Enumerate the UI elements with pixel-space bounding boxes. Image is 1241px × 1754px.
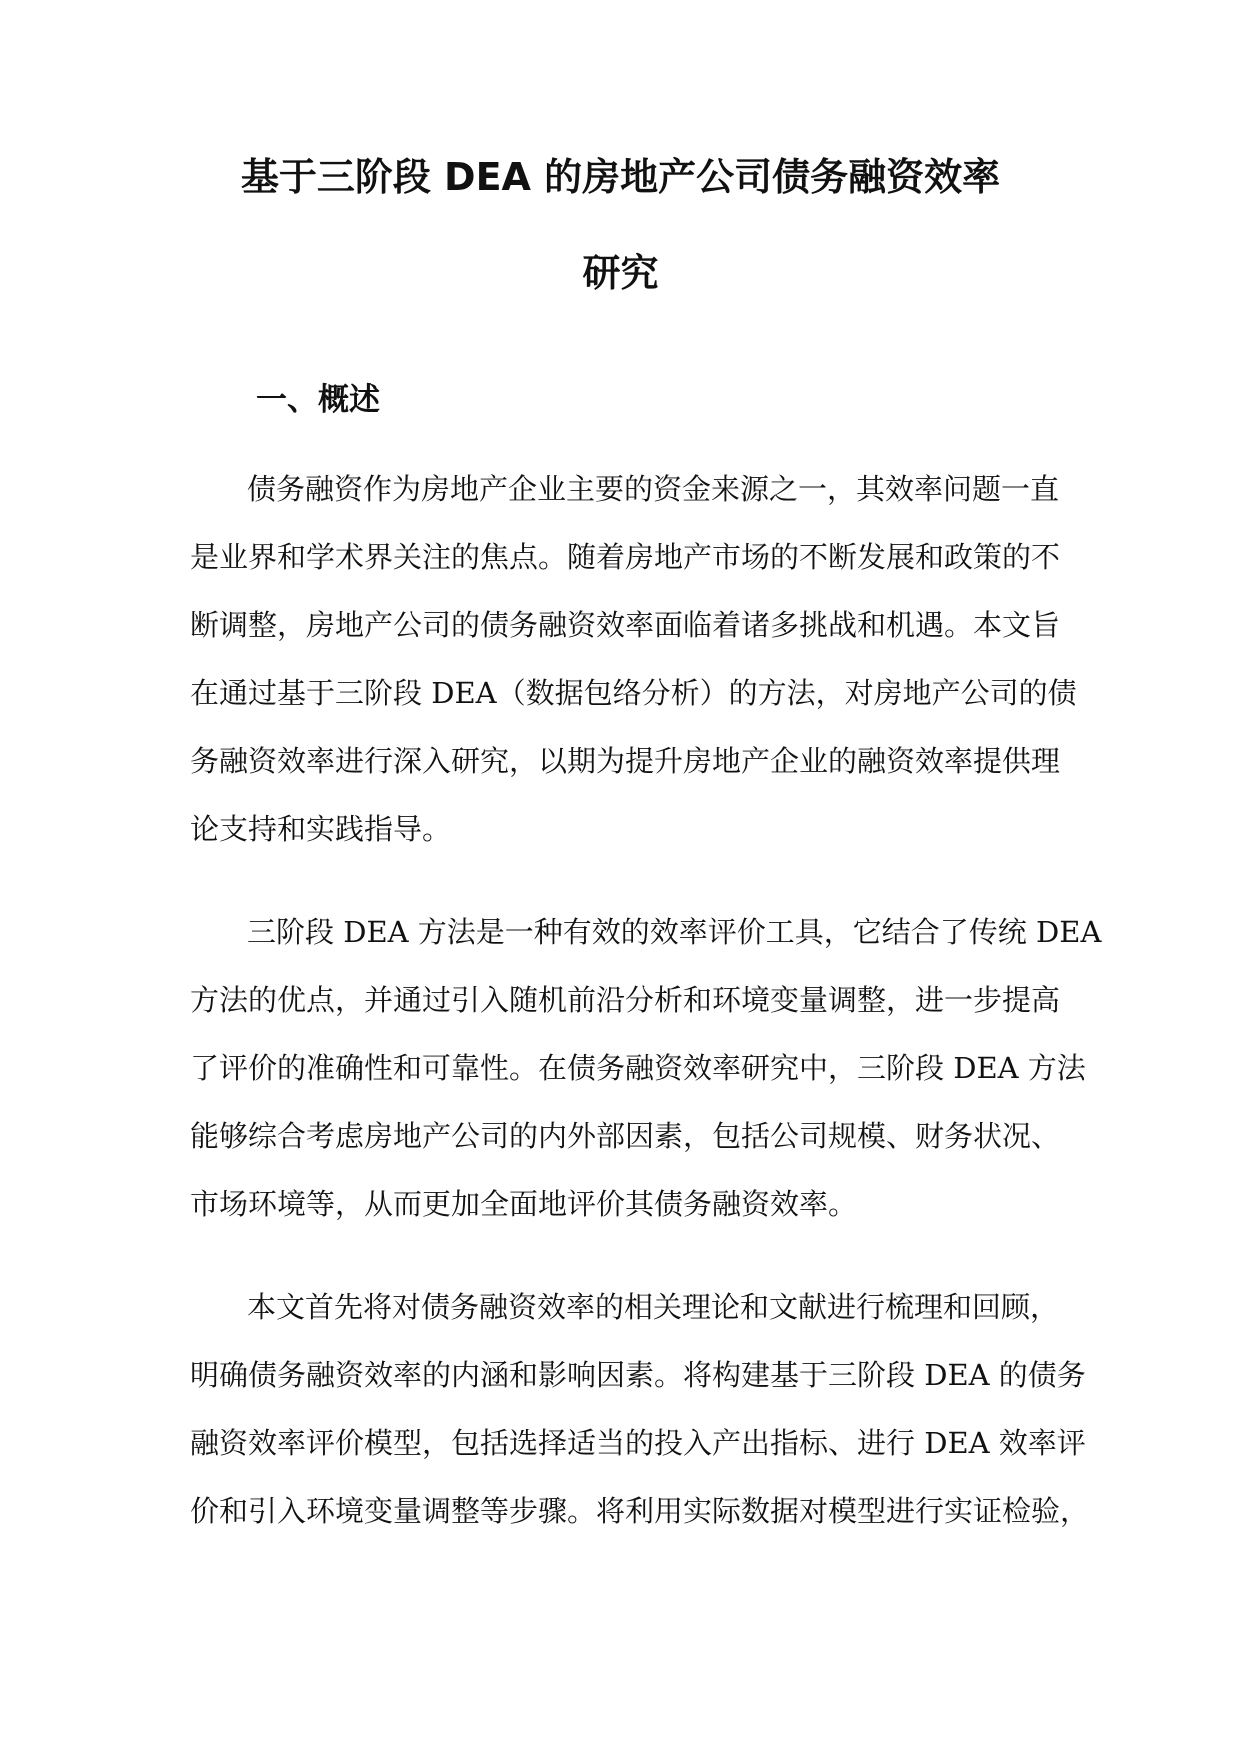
paragraph-1-line-1: 债务融资作为房地产企业主要的资金来源之一，其效率问题一直: [247, 472, 1060, 506]
paragraph-2-line-4: 能够综合考虑房地产公司的内外部因素，包括公司规模、财务状况、: [190, 1119, 1061, 1153]
paragraph-3-line-4: 价和引入环境变量调整等步骤。将利用实际数据对模型进行实证检验，: [190, 1494, 1090, 1528]
paragraph-2-line-3: 了评价的准确性和可靠性。在债务融资效率研究中，三阶段 DEA 方法: [190, 1051, 1086, 1085]
paragraph-1-line-2: 是业界和学术界关注的焦点。随着房地产市场的不断发展和政策的不: [190, 540, 1061, 574]
paragraph-3-line-2: 明确债务融资效率的内涵和影响因素。将构建基于三阶段 DEA 的债务: [190, 1358, 1086, 1392]
paragraph-2-line-1: 三阶段 DEA 方法是一种有效的效率评价工具，它结合了传统 DEA: [247, 915, 1102, 949]
section-heading: 一、概述: [256, 382, 380, 418]
paragraph-1-line-3: 断调整，房地产公司的债务融资效率面临着诸多挑战和机遇。本文旨: [190, 608, 1061, 642]
paragraph-1-line-5: 务融资效率进行深入研究，以期为提升房地产企业的融资效率提供理: [190, 744, 1061, 778]
paragraph-1-line-4: 在通过基于三阶段 DEA（数据包络分析）的方法，对房地产公司的债: [190, 676, 1077, 710]
paragraph-3-line-1: 本文首先将对债务融资效率的相关理论和文献进行梳理和回顾，: [247, 1290, 1060, 1324]
paragraph-3-line-3: 融资效率评价模型，包括选择适当的投入产出指标、进行 DEA 效率评: [190, 1426, 1086, 1460]
paragraph-2-line-5: 市场环境等，从而更加全面地评价其债务融资效率。: [190, 1187, 858, 1221]
paragraph-1-line-6: 论支持和实践指导。: [190, 812, 452, 846]
document-title-line-2: 研究: [582, 251, 659, 295]
paragraph-2-line-2: 方法的优点，并通过引入随机前沿分析和环境变量调整，进一步提高: [190, 983, 1061, 1017]
document-title-line-1: 基于三阶段 DEA 的房地产公司债务融资效率: [240, 155, 1001, 199]
